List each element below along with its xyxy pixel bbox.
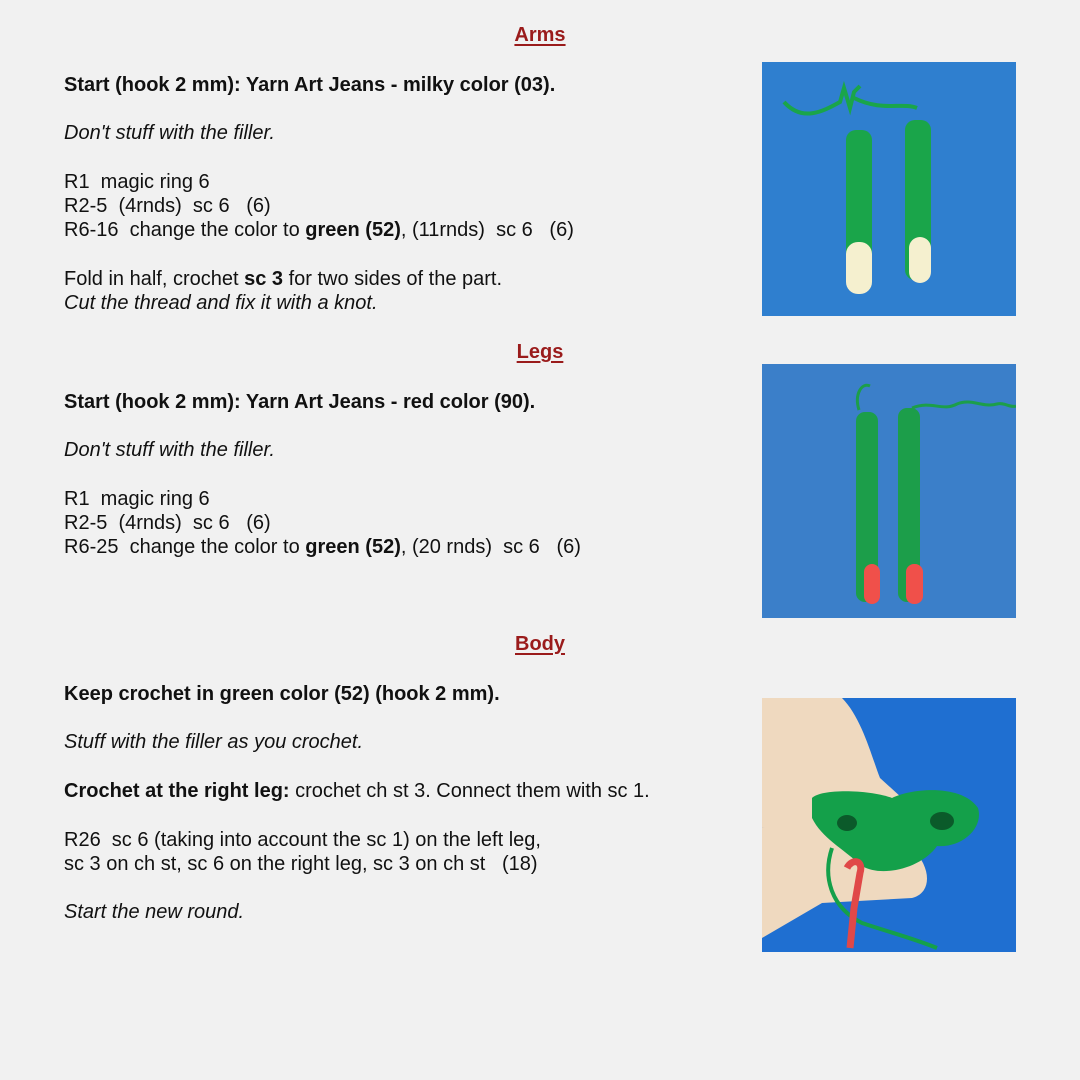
arms-photo-image: [762, 62, 1016, 316]
legs-stuffing-note: Don't stuff with the filler.: [64, 439, 275, 461]
body-new-round-note: Start the new round.: [64, 901, 245, 923]
body-photo-image: [762, 698, 1016, 952]
arms-cut-instruction: Cut the thread and fix it with a knot.: [64, 292, 378, 314]
body-round-26-line-2: sc 3 on ch st, sc 6 on the right leg, sc 3 on ch st (18): [64, 853, 538, 875]
arms-photo: [762, 62, 1016, 316]
body-connect-instruction: Crochet at the right leg: crochet ch st 3. Connect them with sc 1.: [64, 780, 650, 802]
arms-round-6-16: R6-16 change the color to green (52), (11rnds) sc 6 (6): [64, 219, 574, 241]
body-heading: Body: [515, 633, 565, 655]
arms-round-2-5: R2-5 (4rnds) sc 6 (6): [64, 195, 271, 217]
body-round-26-line-1: R26 sc 6 (taking into account the sc 1) on the left leg,: [64, 829, 541, 851]
legs-round-2-5: R2-5 (4rnds) sc 6 (6): [64, 512, 271, 534]
legs-start-instruction: Start (hook 2 mm): Yarn Art Jeans - red color (90).: [64, 391, 536, 413]
arms-start-instruction: Start (hook 2 mm): Yarn Art Jeans - milky color (03).: [64, 74, 556, 96]
legs-photo-image: [762, 364, 1016, 618]
arms-fold-instruction: Fold in half, crochet sc 3 for two sides of the part.: [64, 268, 503, 290]
arms-stuffing-note: Don't stuff with the filler.: [64, 122, 275, 144]
body-stuffing-note: Stuff with the filler as you crochet.: [64, 731, 364, 753]
arms-round-1: R1 magic ring 6: [64, 171, 210, 193]
legs-heading: Legs: [516, 341, 564, 363]
body-start-instruction: Keep crochet in green color (52) (hook 2 mm).: [64, 683, 500, 705]
body-photo: [762, 698, 1016, 952]
legs-round-1: R1 magic ring 6: [64, 488, 210, 510]
legs-photo: [762, 364, 1016, 618]
arms-heading: Arms: [514, 24, 566, 46]
legs-round-6-25: R6-25 change the color to green (52), (20 rnds) sc 6 (6): [64, 536, 581, 558]
